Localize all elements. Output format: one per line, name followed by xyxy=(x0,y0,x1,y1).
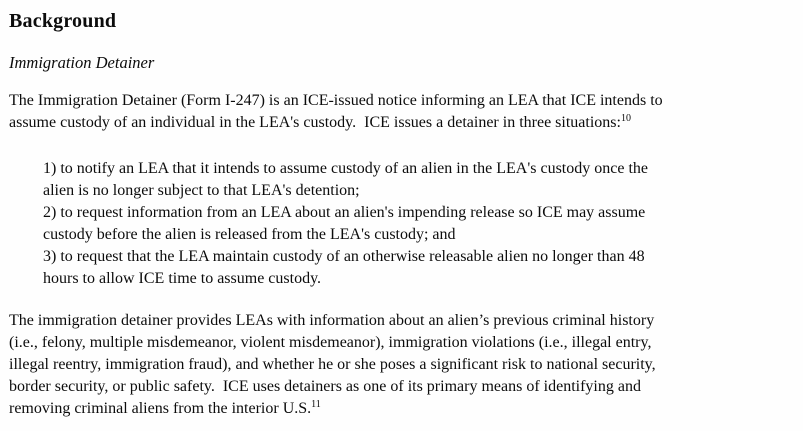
intro-paragraph xyxy=(9,90,795,134)
text-line: 2) to request information from an LEA about an alien's impending release so ICE may assume xyxy=(43,204,646,221)
text-line: 3) to request that the LEA maintain custody of an otherwise releasable alien no longer than 48 xyxy=(43,248,645,265)
text-line: The Immigration Detainer (Form I-247) is an ICE-issued notice informing an LEA that ICE intends to xyxy=(9,92,663,109)
list-item xyxy=(43,202,795,246)
text-line-segment: removing criminal aliens from the interior U.S. xyxy=(9,400,312,417)
text-line xyxy=(9,398,795,420)
text-line: (i.e., felony, multiple misdemeanor, violent misdemeanor), immigration violations (i.e., illegal entry, xyxy=(9,334,652,351)
footnote-reference-10: 10 xyxy=(620,113,631,124)
text-line: The immigration detainer provides LEAs with information about an alien’s previous criminal history xyxy=(9,312,655,329)
text-line-segment: assume custody of an individual in the LEA's custody. ICE issues a detainer in three situations: xyxy=(9,114,621,131)
text-line: custody before the alien is released from the LEA's custody; and xyxy=(43,226,456,243)
footnote-reference-11: 11 xyxy=(311,399,321,410)
detainer-situations-list xyxy=(43,158,795,290)
text-line: illegal reentry, immigration fraud), and whether he or she poses a significant risk to national security, xyxy=(9,356,656,373)
text-line: 1) to notify an LEA that it intends to assume custody of an alien in the LEA's custody once the xyxy=(43,160,648,177)
list-item xyxy=(43,246,795,290)
text-line: alien is no longer subject to that LEA's detention; xyxy=(43,182,360,199)
text-line: border security, or public safety. ICE uses detainers as one of its primary means of identifying and xyxy=(9,378,641,395)
text-line: hours to allow ICE time to assume custody. xyxy=(43,270,322,287)
section-subtitle: Immigration Detainer xyxy=(9,53,155,72)
list-item xyxy=(43,158,795,202)
closing-paragraph xyxy=(9,310,795,420)
text-line xyxy=(9,112,795,134)
page-title: Background xyxy=(9,10,117,32)
